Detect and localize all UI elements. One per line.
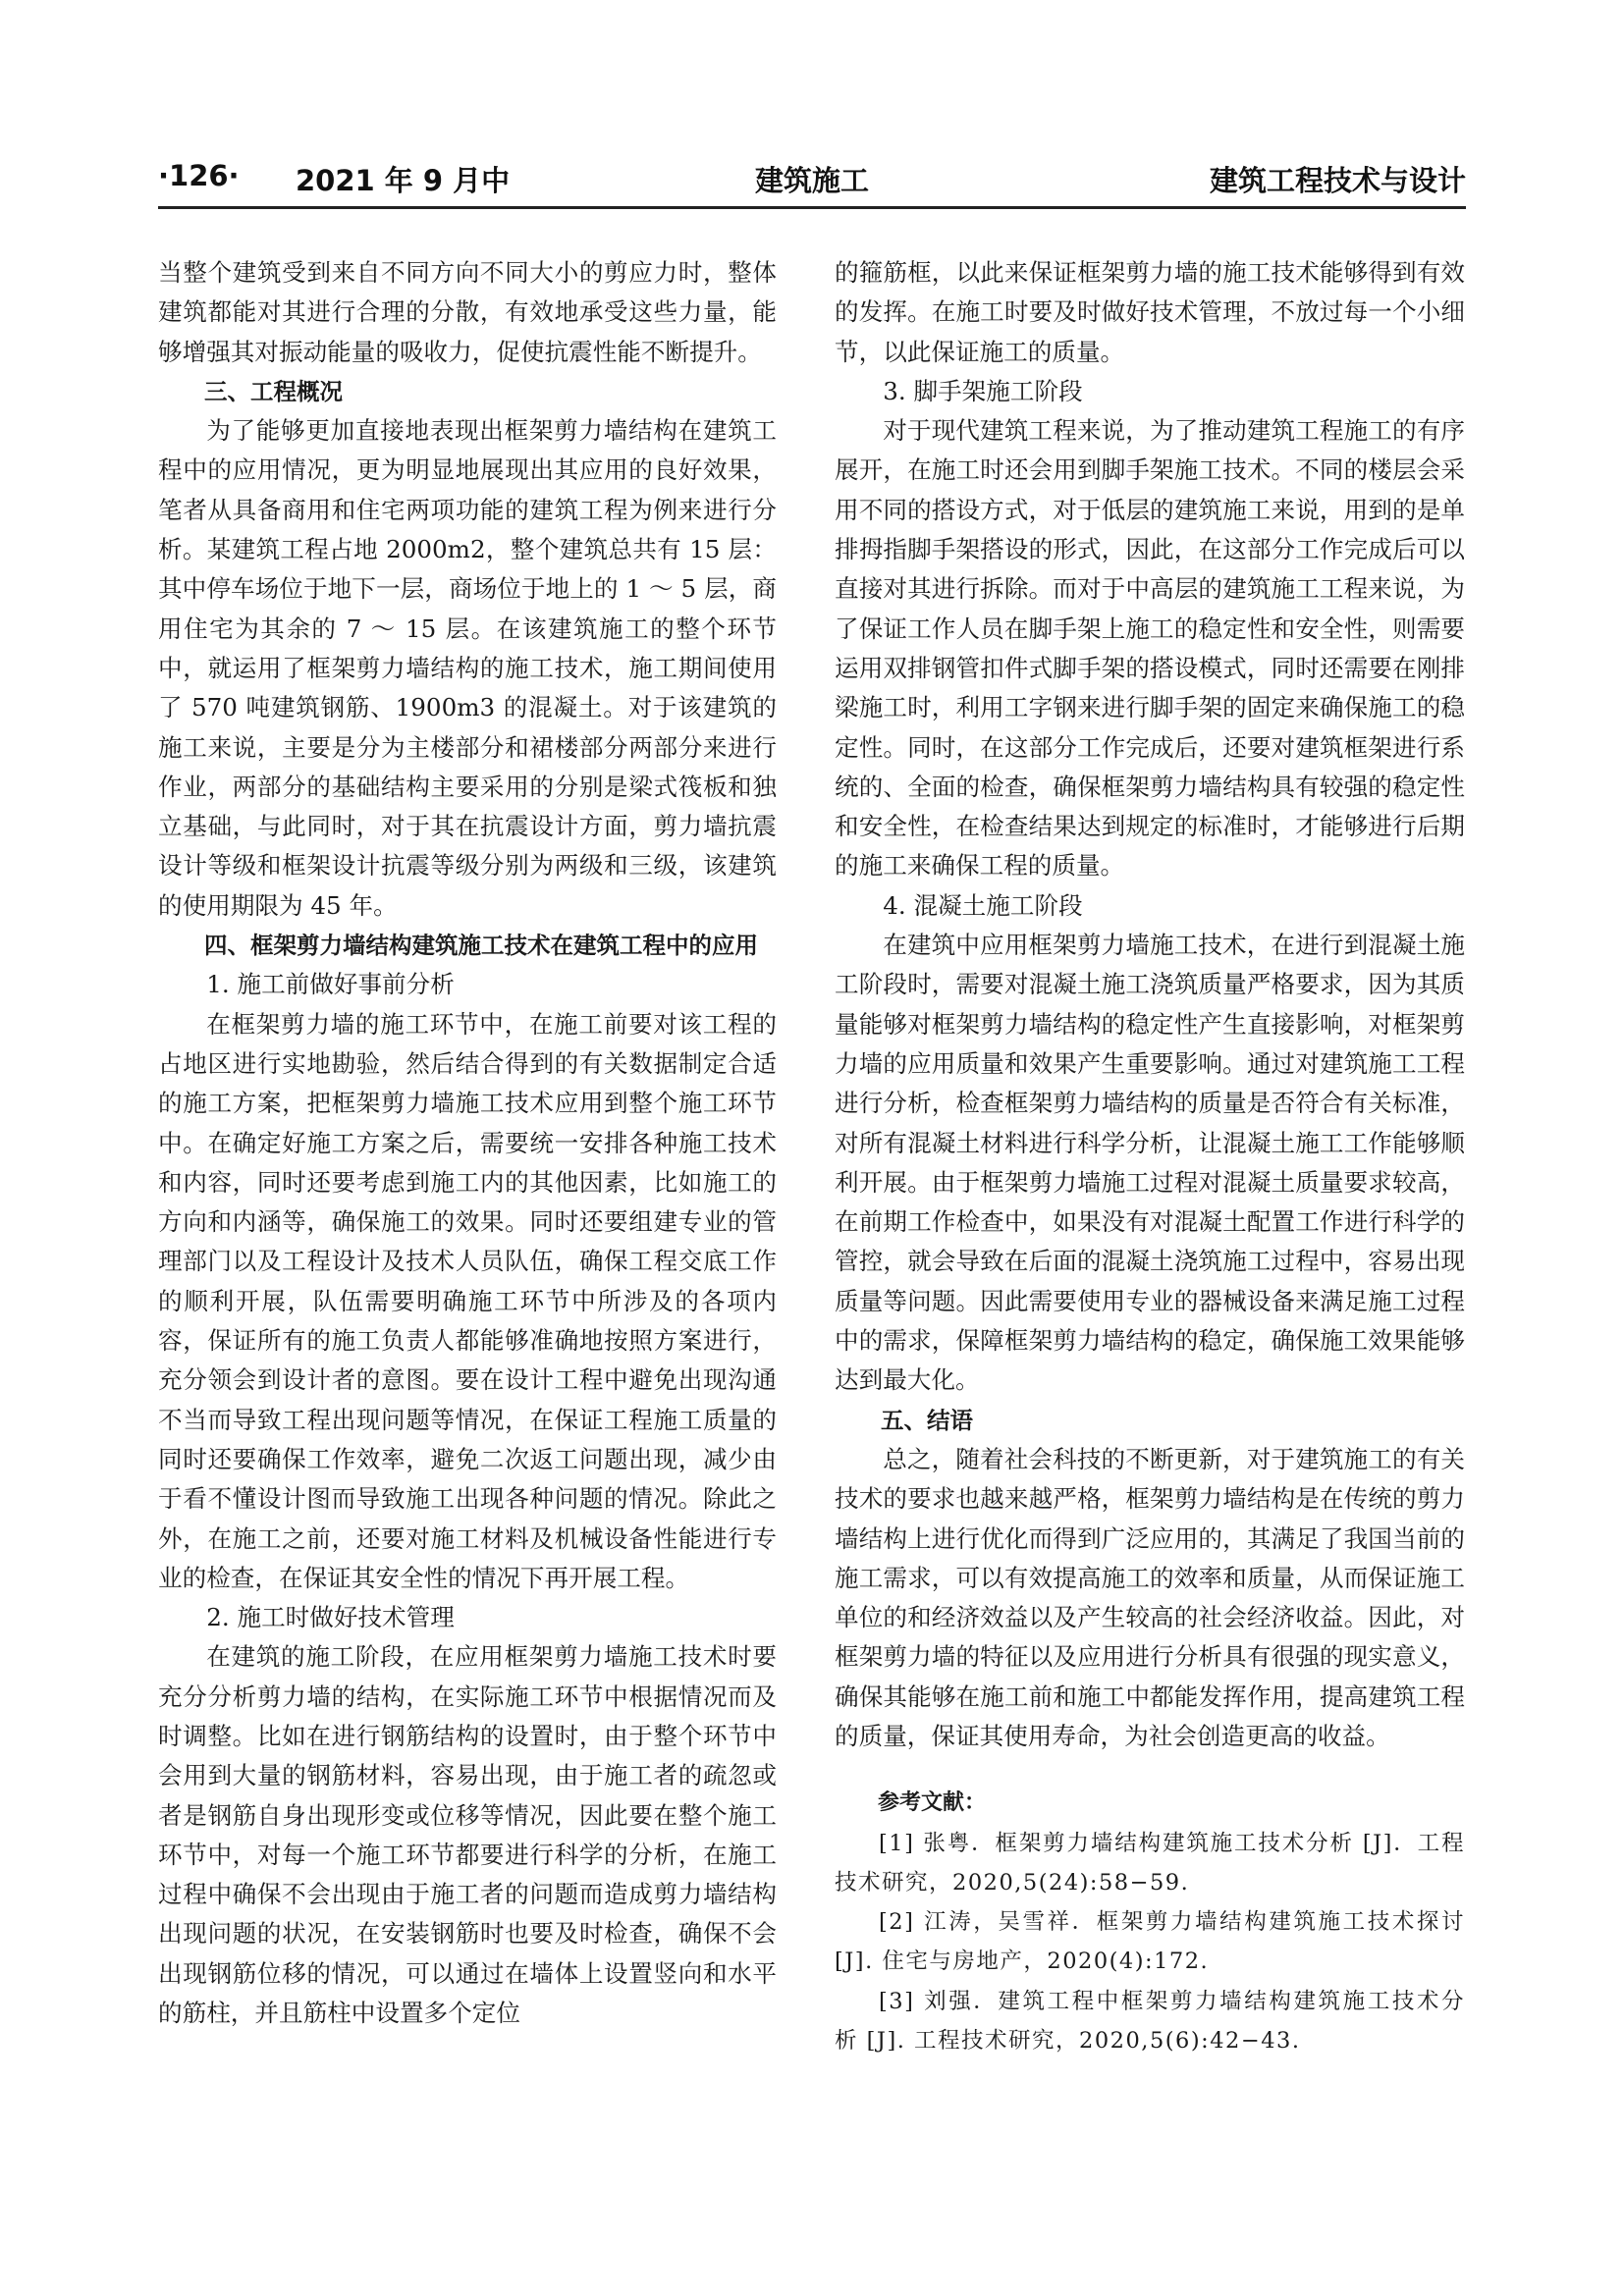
reference-item: [3] 刘强．建筑工程中框架剪力墙结构建筑施工技术分析 [J]. 工程技术研究，2020,5(6):42−43. [835, 1988, 1465, 2055]
paragraph: 在建筑中应用框架剪力墙施工技术，在进行到混凝土施工阶段时，需要对混凝土施工浇筑质量严格要求，因为其质量能够对框架剪力墙结构的稳定性产生直接影响，对框架剪力墙的应用质量和效果产生重要影响。通过对建筑施工工程进行分析，检查框架剪力墙结构的质量是否符合有关标准，对所有混凝土材料进行科学分析，让混凝土施工工作能够顺利开展。由于框架剪力墙施工过程对混凝土质量要求较高，在前期工作检查中，如果没有对混凝土配置工作进行科学的管控，就会导致在后面的混凝土浇筑施工过程中，容易出现质量等问题。因此需要使用专业的器械设备来满足施工过程中的需求，保障框架剪力墙结构的稳定，确保施工效果能够达到最大化。 [835, 931, 1465, 1395]
section-heading-4: 四、框架剪力墙结构建筑施工技术在建筑工程中的应用 [204, 932, 758, 960]
paragraph: 为了能够更加直接地表现出框架剪力墙结构在建筑工程中的应用情况，更为明显地展现出其应用的良好效果，笔者从具备商用和住宅两项功能的建筑工程为例来进行分析。某建筑工程占地 2000m2，整个建筑总共有 15 层：其中停车场位于地下一层，商场位于地上的 1 ～ 5 层，商用住宅为其余的 7 ～ 15 层。在该建筑施工的整个环节中，就运用了框架剪力墙结构的施工技术，施工期间使用了 570 吨建筑钢筋、1900m3 的混凝土。对于该建筑的施工来说，主要是分为主楼部分和裙楼部分两部分来进行作业，两部分的基础结构主要采用的分别是梁式筏板和独立基础，与此同时，对于其在抗震设计方面，剪力墙抗震设计等级和框架设计抗震等级分别为两级和三级，该建筑的使用期限为 45 年。 [158, 416, 777, 920]
subsection-heading-3: 3. 脚手架施工阶段 [883, 376, 1083, 405]
subsection-heading-1: 1. 施工前做好事前分析 [206, 970, 455, 999]
header-rule [158, 206, 1466, 209]
section-name: 建筑工程技术与设计 [1209, 164, 1466, 197]
paragraph-continued: 当整个建筑受到来自不同方向不同大小的剪应力时，整体建筑都能对其进行合理的分散，有效地承受这些力量，能够增强其对振动能量的吸收力，促使抗震性能不断提升。 [158, 258, 777, 366]
section-heading-3: 三、工程概况 [204, 377, 343, 405]
right-column [835, 253, 1465, 2060]
paragraph: 总之，随着社会科技的不断更新，对于建筑施工的有关技术的要求也越来越严格，框架剪力墙结构是在传统的剪力墙结构上进行优化而得到广泛应用的，其满足了我国当前的施工需求，可以有效提高施工的效率和质量，从而保证施工单位的和经济效益以及产生较高的社会经济收益。因此，对框架剪力墙的特征以及应用进行分析具有很强的现实意义，确保其能够在施工前和施工中都能发挥作用，提高建筑工程的质量，保证其使用寿命，为社会创造更高的收益。 [835, 1444, 1465, 1750]
reference-item: [1] 张粤．框架剪力墙结构建筑施工技术分析 [J]．工程技术研究，2020,5(24):58−59. [835, 1830, 1465, 1896]
paragraph-continued: 的箍筋框，以此来保证框架剪力墙的施工技术能够得到有效的发挥。在施工时要及时做好技术管理，不放过每一个小细节，以此保证施工的质量。 [835, 258, 1465, 366]
references-heading: 参考文献： [878, 1790, 987, 1816]
section-heading-5: 五、结语 [881, 1406, 973, 1434]
subsection-heading-4: 4. 混凝土施工阶段 [883, 890, 1083, 920]
paragraph: 在建筑的施工阶段，在应用框架剪力墙施工技术时要充分分析剪力墙的结构，在实际施工环节中根据情况而及时调整。比如在进行钢筋结构的设置时，由于整个环节中会用到大量的钢筋材料，容易出现，由于施工者的疏忽或者是钢筋自身出现形变或位移等情况，因此要在整个施工环节中，对每一个施工环节都要进行科学的分析，在施工过程中确保不会出现由于施工者的问题而造成剪力墙结构出现问题的状况，在安装钢筋时也要及时检查，确保不会出现钢筋位移的情况，可以通过在墙体上设置竖向和水平的筋柱，并且筋柱中设置多个定位 [158, 1642, 777, 2028]
page-number: ·126· [158, 159, 240, 192]
paragraph: 对于现代建筑工程来说，为了推动建筑工程施工的有序展开，在施工时还会用到脚手架施工技术。不同的楼层会采用不同的搭设方式，对于低层的建筑施工来说，用到的是单排拇指脚手架搭设的形式，因此，在这部分工作完成后可以直接对其进行拆除。而对于中高层的建筑施工工程来说，为了保证工作人员在脚手架上施工的稳定性和安全性，则需要运用双排钢管扣件式脚手架的搭设模式，同时还需要在刚排梁施工时，利用工字钢来进行脚手架的固定来确保施工的稳定性。同时，在这部分工作完成后，还要对建筑框架进行系统的、全面的检查，确保框架剪力墙结构具有较强的稳定性和安全性，在检查结果达到规定的标准时，才能够进行后期的施工来确保工程的质量。 [835, 416, 1465, 881]
journal-name: 建筑施工 [754, 164, 869, 197]
subsection-heading-2: 2. 施工时做好技术管理 [206, 1603, 455, 1632]
issue-date: 2021 年 9 月中 [296, 164, 511, 197]
reference-item: [2] 江涛，吴雪祥．框架剪力墙结构建筑施工技术探讨 [J]. 住宅与房地产，2020(4):172. [835, 1909, 1465, 1975]
left-column [158, 253, 777, 2033]
running-header [158, 155, 1466, 200]
paragraph: 在框架剪力墙的施工环节中，在施工前要对该工程的占地区进行实地勘验，然后结合得到的有关数据制定合适的施工方案，把框架剪力墙施工技术应用到整个施工环节中。在确定好施工方案之后，需要统一安排各种施工技术和内容，同时还要考虑到施工内的其他因素，比如施工的方向和内涵等，确保施工的效果。同时还要组建专业的管理部门以及工程设计及技术人员队伍，确保工程交底工作的顺利开展，队伍需要明确施工环节中所涉及的各项内容，保证所有的施工负责人都能够准确地按照方案进行，充分领会到设计者的意图。要在设计工程中避免出现沟通不当而导致工程出现问题等情况，在保证工程施工质量的同时还要确保工作效率，避免二次返工问题出现，减少由于看不懂设计图而导致施工出现各种问题的情况。除此之外，在施工之前，还要对施工材料及机械设备性能进行专业的检查，在保证其安全性的情况下再开展工程。 [158, 1009, 777, 1592]
